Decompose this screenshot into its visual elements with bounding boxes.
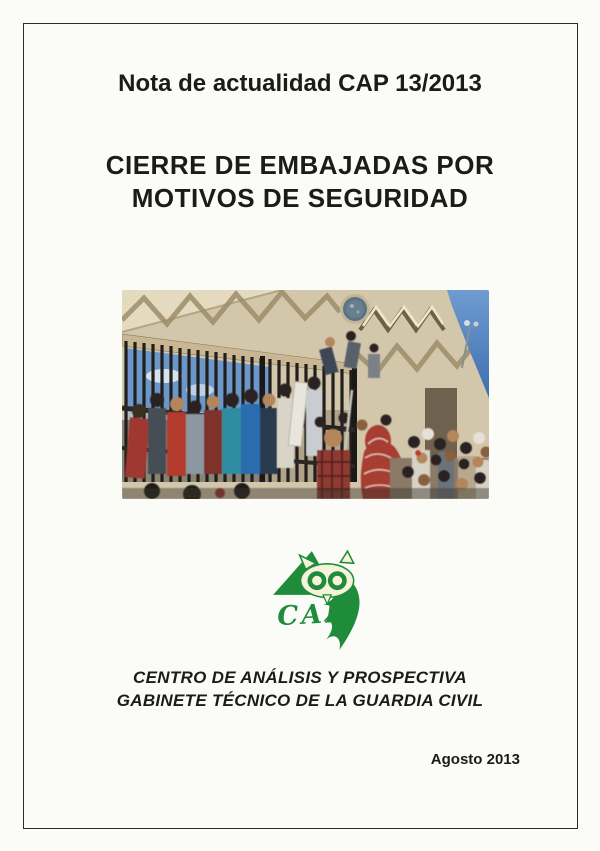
publication-date: Agosto 2013 [430,751,520,768]
embassy-gate-crowd-photo [122,290,489,499]
note-number-heading: Nota de actualidad CAP 13/2013 [118,70,482,97]
cap-owl-logo [268,547,372,653]
organization-line1: CENTRO DE ANÁLISIS Y PROSPECTIVA [133,668,467,687]
cap-logo [268,547,372,653]
document-title-line2: MOTIVOS DE SEGURIDAD [131,183,469,213]
embassy-seal [340,294,370,324]
organization-name [0,666,600,712]
organization-line2: GABINETE TÉCNICO DE LA GUARDIA CIVIL [116,691,484,710]
embassy-photo-illustration [122,290,489,499]
document-title-line1: CIERRE DE EMBAJADAS POR [105,150,495,180]
logo-acronym-text: CAP [276,597,349,633]
document-title [0,149,600,215]
